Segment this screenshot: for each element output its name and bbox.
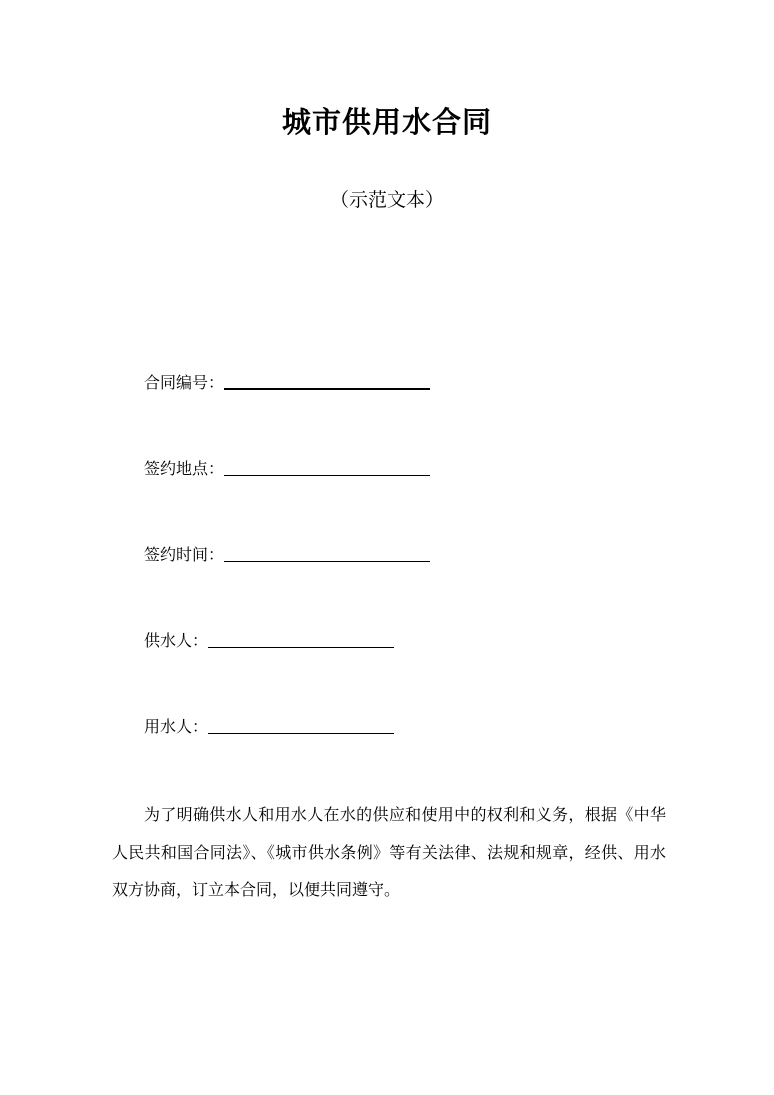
supplier-label: 供水人： — [144, 631, 209, 650]
sign-time-blank — [224, 541, 430, 562]
sign-place-label: 签约地点： — [144, 459, 225, 478]
contract-number-label: 合同编号： — [144, 373, 225, 392]
user-blank — [208, 713, 394, 734]
document-title: 城市供用水合同 — [281, 105, 492, 139]
sign-time-label: 签约时间： — [144, 545, 225, 564]
supplier-blank — [208, 627, 394, 648]
sign-time-field — [144, 540, 430, 566]
document-subtitle: （示范文本） — [329, 189, 444, 211]
supplier-field — [144, 626, 394, 652]
sign-place-field — [144, 454, 430, 480]
contract-number-field — [144, 368, 430, 394]
preamble-paragraph: 为了明确供水人和用水人在水的供应和使用中的权利和义务，根据《中华人民共和国合同法》、《城市供水条例》等有关法律、法规和规章，经供、用水双方协商，订立本合同，以便共同遵守。 — [112, 805, 666, 899]
contract-number-blank — [224, 368, 430, 390]
sign-place-blank — [224, 455, 430, 476]
user-label: 用水人： — [144, 717, 209, 736]
user-field — [144, 712, 394, 738]
